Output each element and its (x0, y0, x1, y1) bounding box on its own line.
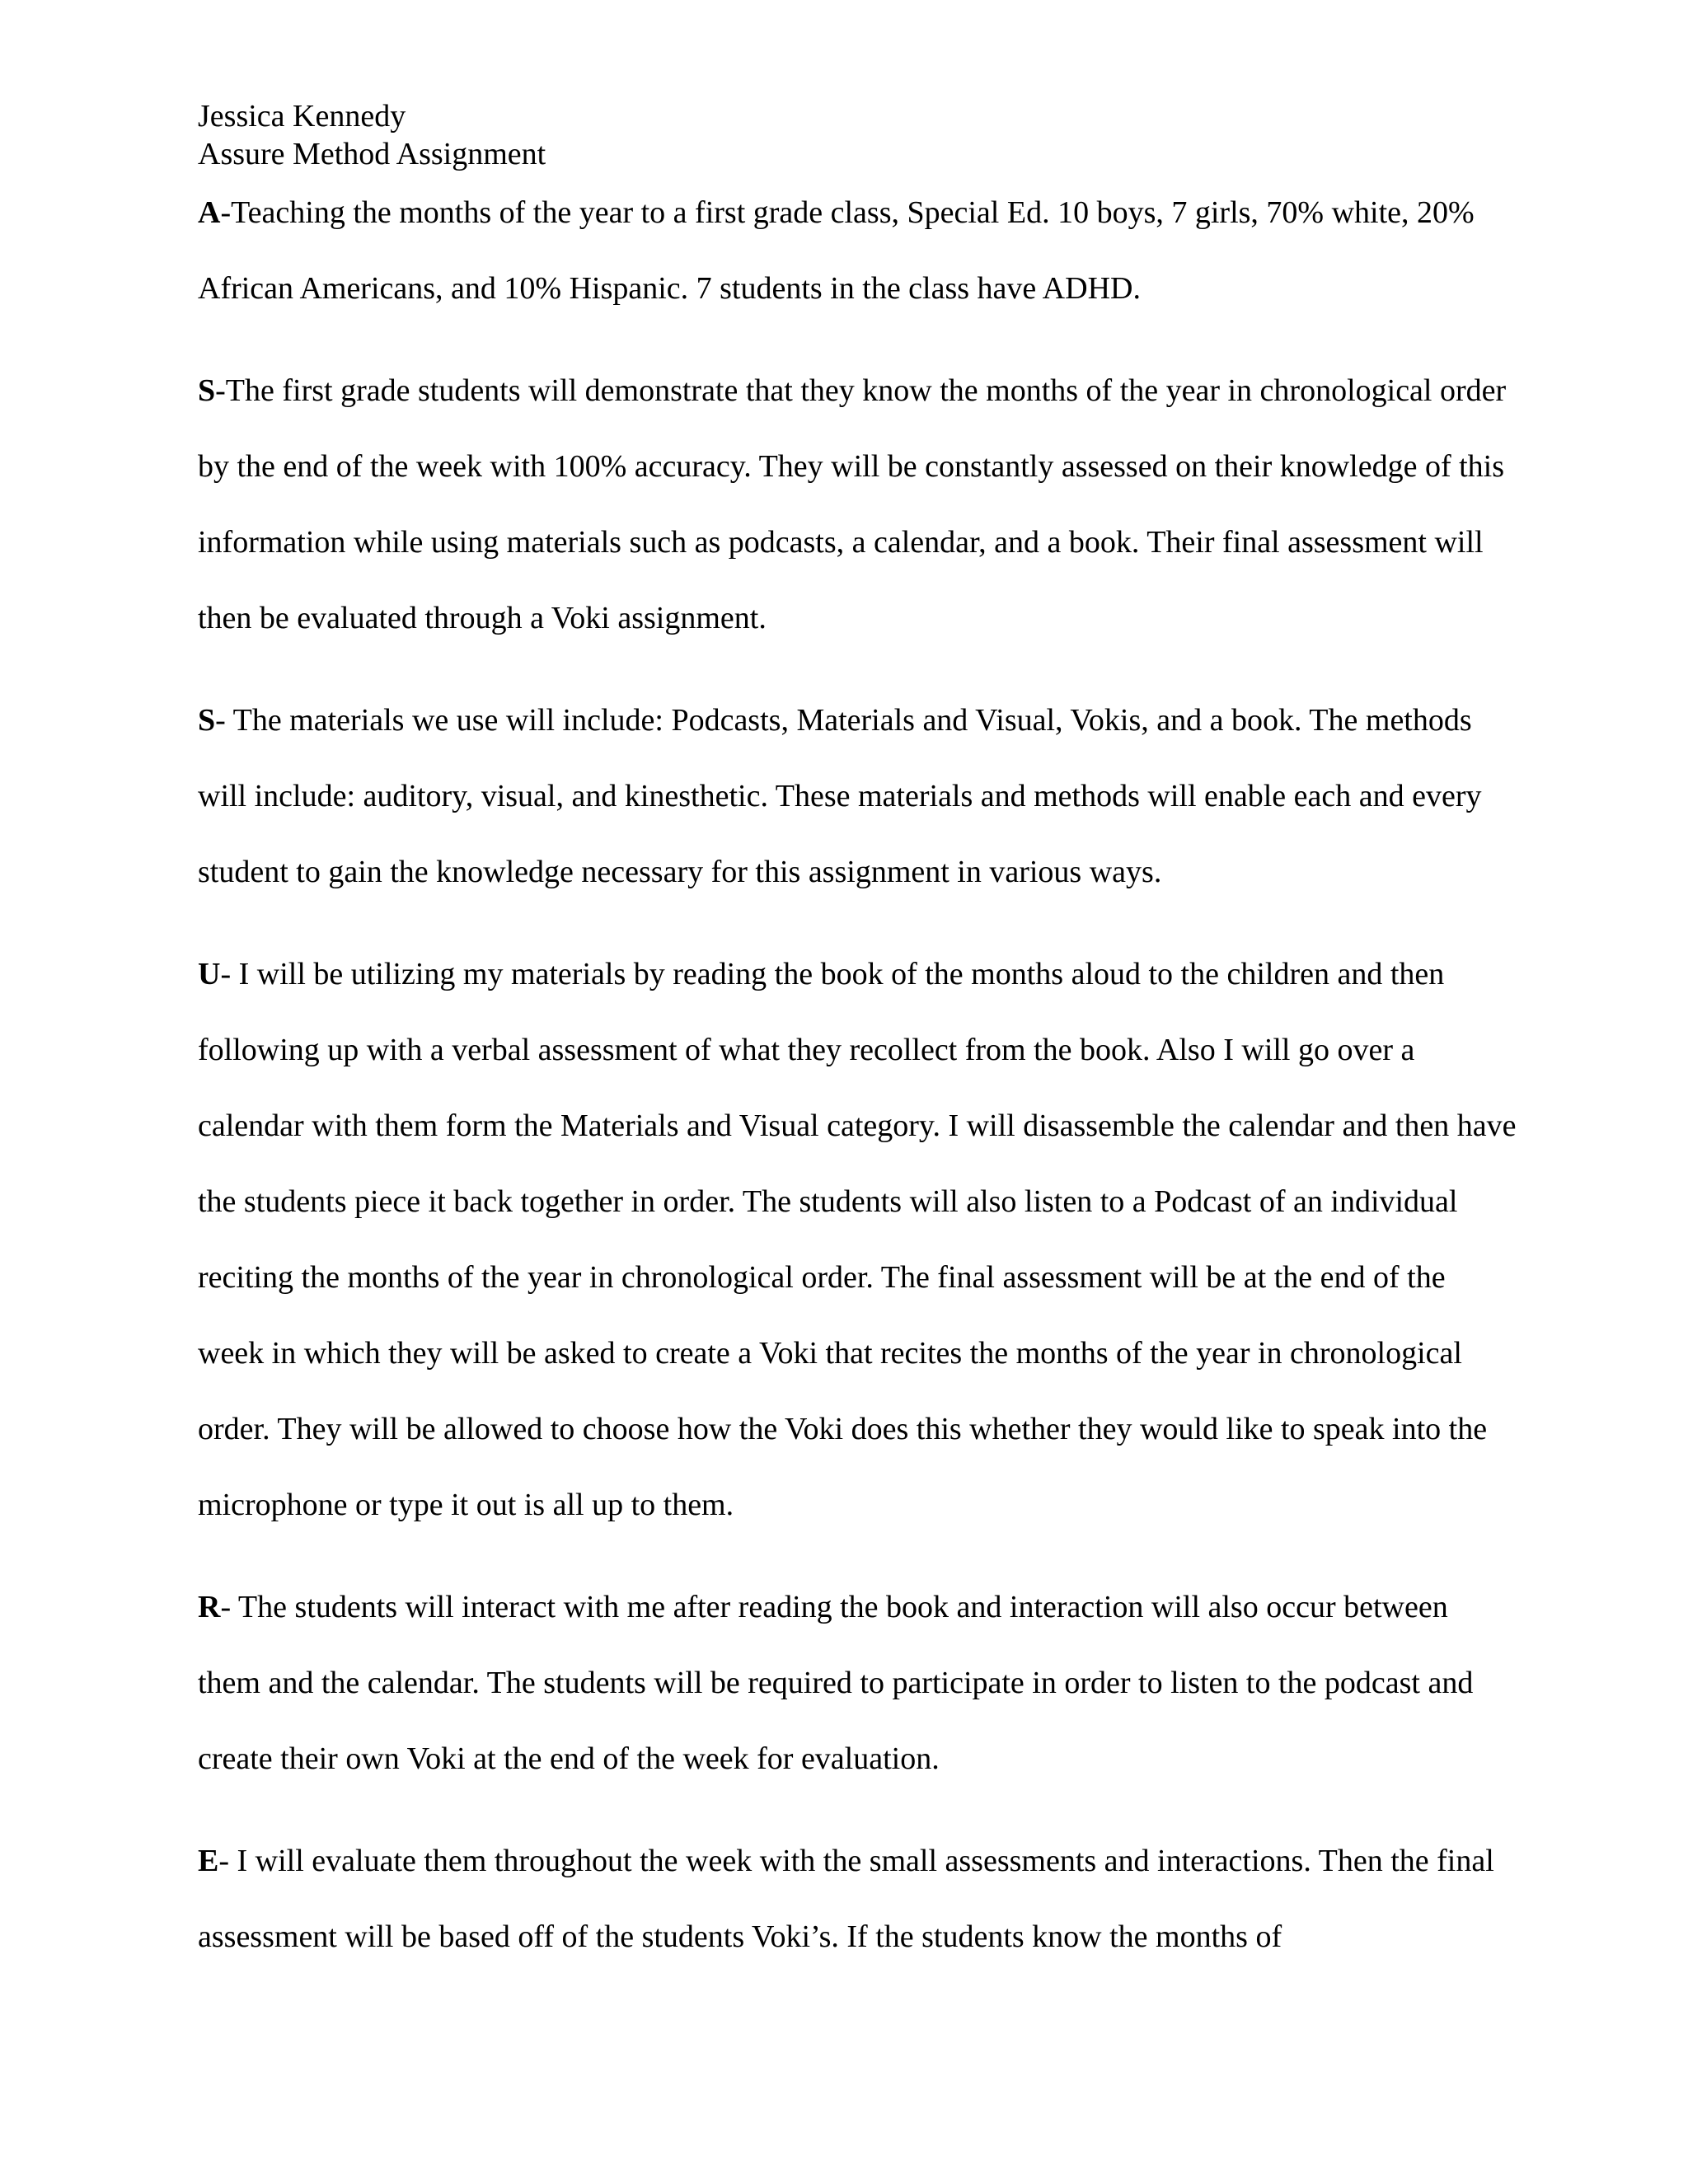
section-select-materials (198, 682, 1517, 910)
section-evaluate (198, 1823, 1517, 1975)
document-title: Assure Method Assignment (198, 137, 546, 171)
section-letter: E (198, 1844, 219, 1878)
section-text: - I will evaluate them throughout the week with the small assessments and interactions. Then the final assessment will be based off of the students Voki’s. If the students know the months of (198, 1844, 1494, 1954)
author-name: Jessica Kennedy (198, 99, 406, 134)
section-text: - The students will interact with me after reading the book and interaction will also occur between them and the calendar. The students will be required to participate in order to listen to the podcast and create their own Voki at the end of the week for evaluation. (198, 1590, 1474, 1776)
section-state-objectives (198, 353, 1517, 656)
section-text: - I will be utilizing my materials by reading the book of the months aloud to the children and then following up with a verbal assessment of what they recollect from the book. Also I will go over a calendar with them form the Materials and Visual category. I will disassemble the calendar and then have the students piece it back together in order. The students will also listen to a Podcast of an individual reciting the months of the year in chronological order. The final assessment will be at the end of the week in which they will be asked to create a Voki that recites the months of the year in chronological order. They will be allowed to choose how the Voki does this whether they would like to speak into the microphone or type it out is all up to them. (198, 957, 1517, 1522)
section-require-participation (198, 1569, 1517, 1797)
section-utilize-materials (198, 936, 1517, 1543)
section-text: -The first grade students will demonstrate that they know the months of the year in chronological order by the end of the week with 100% accuracy. They will be constantly assessed on their knowledge of this information while using materials such as podcasts, a calendar, and a book. Their final assessment will then be evaluated through a Voki assignment. (198, 373, 1507, 635)
section-letter: A (198, 195, 221, 230)
section-attention (198, 175, 1517, 326)
section-text: -Teaching the months of the year to a first grade class, Special Ed. 10 boys, 7 girls, 70% white, 20% African Americans, and 10% Hispanic. 7 students in the class have ADHD. (198, 195, 1475, 306)
section-text: - The materials we use will include: Podcasts, Materials and Visual, Vokis, and a book. The methods will include: auditory, visual, and kinesthetic. These materials and methods will enable each and every student to gain the knowledge necessary for this assignment in various ways. (198, 703, 1482, 889)
section-letter: R (198, 1590, 221, 1624)
section-letter: U (198, 957, 221, 991)
document-body (198, 97, 1517, 1975)
section-letter: S (198, 703, 216, 738)
section-letter: S (198, 373, 216, 408)
